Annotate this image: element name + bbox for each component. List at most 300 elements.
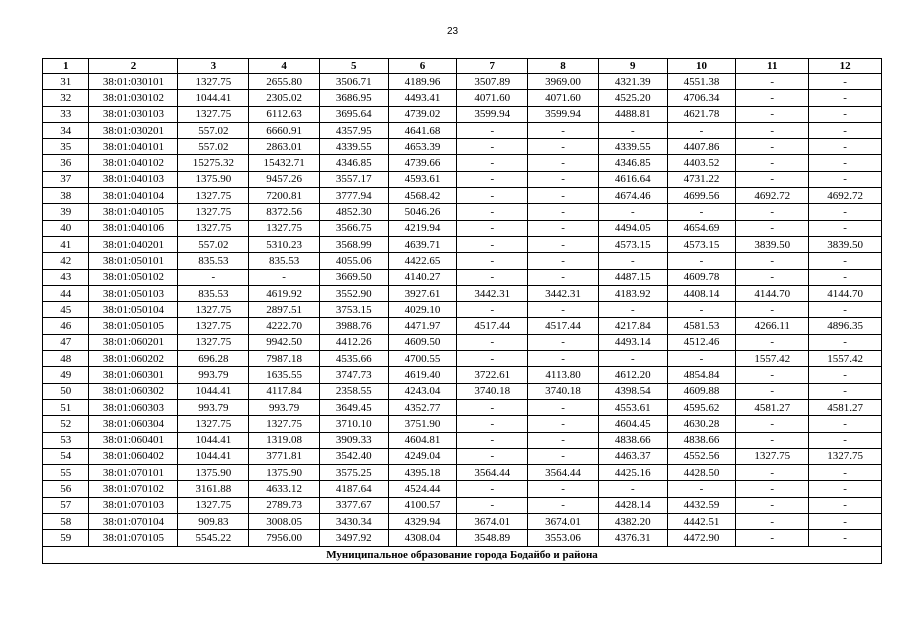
table-cell: -: [809, 383, 882, 399]
table-cell: -: [528, 171, 599, 187]
table-cell: 3564.44: [528, 465, 599, 481]
table-row: [43, 481, 882, 497]
table-cell: -: [528, 188, 599, 204]
table-cell: -: [736, 220, 809, 236]
table-cell: 1044.41: [178, 432, 249, 448]
table-cell: 4487.15: [598, 269, 667, 285]
table-cell: 4700.55: [388, 351, 457, 367]
table-row: [43, 90, 882, 106]
table-cell: -: [736, 155, 809, 171]
table-cell: 43: [43, 269, 89, 285]
table-cell: -: [809, 302, 882, 318]
table-cell: 4551.38: [667, 74, 736, 90]
table-row: [43, 155, 882, 171]
table-cell: -: [598, 253, 667, 269]
table-cell: 4187.64: [319, 481, 388, 497]
table-cell: -: [457, 302, 528, 318]
table-row: [43, 139, 882, 155]
table-row: [43, 318, 882, 334]
table-cell: 1319.08: [249, 432, 320, 448]
table-cell: 4346.85: [319, 155, 388, 171]
table-cell: -: [736, 74, 809, 90]
table-cell: 57: [43, 497, 89, 513]
table-cell: 6112.63: [249, 106, 320, 122]
table-cell: 38:01:070104: [89, 514, 178, 530]
table-row: [43, 383, 882, 399]
table-cell: 4512.46: [667, 334, 736, 350]
table-cell: 4535.66: [319, 351, 388, 367]
table-cell: -: [457, 399, 528, 415]
table-cell: 4609.88: [667, 383, 736, 399]
table-cell: -: [809, 465, 882, 481]
table-cell: -: [528, 155, 599, 171]
table-cell: 3008.05: [249, 514, 320, 530]
table-cell: 3548.89: [457, 530, 528, 546]
table-cell: -: [667, 481, 736, 497]
table-cell: 4217.84: [598, 318, 667, 334]
table-cell: 1375.90: [178, 465, 249, 481]
table-cell: 4517.44: [457, 318, 528, 334]
table-cell: 3927.61: [388, 285, 457, 301]
table-cell: -: [809, 432, 882, 448]
table-cell: 4243.04: [388, 383, 457, 399]
table-row: [43, 122, 882, 138]
table-cell: 7987.18: [249, 351, 320, 367]
table-cell: -: [457, 204, 528, 220]
table-cell: 4593.61: [388, 171, 457, 187]
table-cell: -: [809, 220, 882, 236]
table-cell: 4641.68: [388, 122, 457, 138]
column-header: 1: [43, 59, 89, 74]
table-cell: -: [809, 530, 882, 546]
table-cell: 4428.14: [598, 497, 667, 513]
table-cell: 3969.00: [528, 74, 599, 90]
table-cell: 2305.02: [249, 90, 320, 106]
table-cell: -: [528, 448, 599, 464]
table-cell: 4183.92: [598, 285, 667, 301]
table-cell: 4113.80: [528, 367, 599, 383]
table-cell: 36: [43, 155, 89, 171]
table-cell: 3747.73: [319, 367, 388, 383]
table-cell: -: [528, 236, 599, 252]
table-cell: -: [457, 139, 528, 155]
table-cell: 4731.22: [667, 171, 736, 187]
table-cell: 1327.75: [178, 188, 249, 204]
table-cell: 1044.41: [178, 448, 249, 464]
table-cell: 6660.91: [249, 122, 320, 138]
table-row: [43, 497, 882, 513]
table-cell: 32: [43, 90, 89, 106]
table-cell: 4525.20: [598, 90, 667, 106]
table-cell: 51: [43, 399, 89, 415]
table-cell: 4140.27: [388, 269, 457, 285]
table-cell: 9457.26: [249, 171, 320, 187]
table-cell: 4633.12: [249, 481, 320, 497]
table-cell: 45: [43, 302, 89, 318]
table-cell: 835.53: [249, 253, 320, 269]
table-cell: 4573.15: [667, 236, 736, 252]
table-cell: -: [528, 269, 599, 285]
table-cell: 4581.27: [736, 399, 809, 415]
table-row: [43, 334, 882, 350]
table-cell: 37: [43, 171, 89, 187]
table-cell: 4595.62: [667, 399, 736, 415]
table-cell: -: [736, 122, 809, 138]
table-cell: 4432.59: [667, 497, 736, 513]
table-cell: 4573.15: [598, 236, 667, 252]
table-cell: 4144.70: [809, 285, 882, 301]
table-cell: 4463.37: [598, 448, 667, 464]
table-cell: 3553.06: [528, 530, 599, 546]
table-cell: 54: [43, 448, 89, 464]
table-cell: 1327.75: [178, 204, 249, 220]
table-cell: -: [809, 497, 882, 513]
table-cell: -: [457, 171, 528, 187]
table-cell: -: [809, 122, 882, 138]
table-cell: -: [809, 367, 882, 383]
table-cell: 3988.76: [319, 318, 388, 334]
table-cell: -: [736, 530, 809, 546]
table-cell: 4352.77: [388, 399, 457, 415]
table-cell: 2655.80: [249, 74, 320, 90]
table-cell: 4674.46: [598, 188, 667, 204]
table-cell: 1375.90: [249, 465, 320, 481]
column-header: 9: [598, 59, 667, 74]
table-cell: 4854.84: [667, 367, 736, 383]
table-cell: 38:01:030201: [89, 122, 178, 138]
table-cell: 8372.56: [249, 204, 320, 220]
table-row: [43, 204, 882, 220]
table-cell: 4699.56: [667, 188, 736, 204]
table-cell: 38:01:030101: [89, 74, 178, 90]
table-cell: 4408.14: [667, 285, 736, 301]
table-cell: -: [667, 122, 736, 138]
table-cell: -: [598, 351, 667, 367]
table-row: [43, 351, 882, 367]
table-row: [43, 367, 882, 383]
table-cell: 909.83: [178, 514, 249, 530]
table-cell: 4517.44: [528, 318, 599, 334]
table-cell: 4428.50: [667, 465, 736, 481]
table-cell: -: [809, 416, 882, 432]
table-cell: 3649.45: [319, 399, 388, 415]
table-cell: 4604.45: [598, 416, 667, 432]
table-cell: 55: [43, 465, 89, 481]
table-cell: 4838.66: [598, 432, 667, 448]
table-cell: -: [249, 269, 320, 285]
table-cell: 557.02: [178, 139, 249, 155]
table-cell: -: [528, 302, 599, 318]
table-cell: 4838.66: [667, 432, 736, 448]
table-cell: 993.79: [178, 367, 249, 383]
table-cell: 4266.11: [736, 318, 809, 334]
table-cell: 41: [43, 236, 89, 252]
table-cell: 557.02: [178, 236, 249, 252]
table-row: [43, 285, 882, 301]
table-cell: 4100.57: [388, 497, 457, 513]
table-cell: -: [809, 106, 882, 122]
table-cell: 38:01:030102: [89, 90, 178, 106]
table-cell: 3161.88: [178, 481, 249, 497]
table-cell: 4055.06: [319, 253, 388, 269]
column-header: 12: [809, 59, 882, 74]
table-cell: -: [809, 334, 882, 350]
table-cell: -: [736, 90, 809, 106]
table-cell: -: [528, 139, 599, 155]
table-cell: 835.53: [178, 285, 249, 301]
table-row: [43, 448, 882, 464]
table-cell: -: [736, 171, 809, 187]
table-cell: -: [528, 416, 599, 432]
table-cell: 4654.69: [667, 220, 736, 236]
table-cell: -: [178, 269, 249, 285]
column-header: 10: [667, 59, 736, 74]
table-cell: 7200.81: [249, 188, 320, 204]
table-cell: 38:01:060301: [89, 367, 178, 383]
table-cell: -: [736, 481, 809, 497]
table-cell: 1044.41: [178, 90, 249, 106]
table-cell: 38:01:040106: [89, 220, 178, 236]
table-row: [43, 171, 882, 187]
table-cell: 4189.96: [388, 74, 457, 90]
table-cell: -: [528, 220, 599, 236]
table-cell: 4422.65: [388, 253, 457, 269]
table-cell: 4609.78: [667, 269, 736, 285]
table-cell: 1327.75: [178, 416, 249, 432]
table-row: [43, 220, 882, 236]
table-cell: 4071.60: [528, 90, 599, 106]
table-cell: 3710.10: [319, 416, 388, 432]
table-cell: 4029.10: [388, 302, 457, 318]
table-cell: 3377.67: [319, 497, 388, 513]
table-cell: 3771.81: [249, 448, 320, 464]
table-cell: 38:01:070103: [89, 497, 178, 513]
table-cell: -: [736, 416, 809, 432]
table-cell: 4739.02: [388, 106, 457, 122]
table-row: [43, 302, 882, 318]
column-header: 5: [319, 59, 388, 74]
page-number: 23: [446, 26, 459, 37]
table-cell: 39: [43, 204, 89, 220]
table-cell: -: [598, 204, 667, 220]
table-cell: 38:01:050104: [89, 302, 178, 318]
table-cell: 4488.81: [598, 106, 667, 122]
table-row: [43, 74, 882, 90]
table-cell: 3552.90: [319, 285, 388, 301]
table-body: [43, 74, 882, 564]
table-cell: 4403.52: [667, 155, 736, 171]
table-cell: -: [457, 155, 528, 171]
table-cell: 38:01:040201: [89, 236, 178, 252]
table-cell: 4852.30: [319, 204, 388, 220]
table-cell: 4308.04: [388, 530, 457, 546]
table-cell: 3740.18: [528, 383, 599, 399]
table-cell: 4346.85: [598, 155, 667, 171]
table-cell: 58: [43, 514, 89, 530]
table-cell: 38: [43, 188, 89, 204]
table-cell: 38:01:060302: [89, 383, 178, 399]
table-cell: 4739.66: [388, 155, 457, 171]
table-cell: 3839.50: [809, 236, 882, 252]
table-cell: -: [736, 106, 809, 122]
table-cell: -: [457, 220, 528, 236]
table-cell: 1375.90: [178, 171, 249, 187]
table-cell: 4376.31: [598, 530, 667, 546]
table-cell: 38:01:070105: [89, 530, 178, 546]
table-cell: 4581.53: [667, 318, 736, 334]
table-cell: 38:01:060402: [89, 448, 178, 464]
table-cell: -: [457, 448, 528, 464]
table-cell: 3722.61: [457, 367, 528, 383]
table-cell: 52: [43, 416, 89, 432]
table-cell: 557.02: [178, 122, 249, 138]
table-cell: -: [528, 253, 599, 269]
table-cell: 3557.17: [319, 171, 388, 187]
table-cell: -: [457, 497, 528, 513]
table-cell: 3507.89: [457, 74, 528, 90]
table-cell: 53: [43, 432, 89, 448]
table-cell: -: [667, 302, 736, 318]
table-row: [43, 236, 882, 252]
table-cell: 4639.71: [388, 236, 457, 252]
table-cell: 4524.44: [388, 481, 457, 497]
table-cell: 4616.64: [598, 171, 667, 187]
table-cell: 4630.28: [667, 416, 736, 432]
table-cell: -: [736, 432, 809, 448]
table-cell: -: [736, 269, 809, 285]
table-cell: 4329.94: [388, 514, 457, 530]
table-cell: -: [457, 432, 528, 448]
table-cell: 4407.86: [667, 139, 736, 155]
table-cell: -: [809, 204, 882, 220]
table-cell: 1327.75: [178, 334, 249, 350]
table-row: [43, 432, 882, 448]
table-cell: 1327.75: [178, 497, 249, 513]
table-cell: 4222.70: [249, 318, 320, 334]
table-cell: 4619.92: [249, 285, 320, 301]
table-cell: 38:01:060201: [89, 334, 178, 350]
table-cell: 1327.75: [178, 318, 249, 334]
table-cell: -: [736, 204, 809, 220]
table-row: [43, 530, 882, 546]
section-title: Муниципальное образование города Бодайбо и района: [43, 546, 882, 563]
table-cell: 4653.39: [388, 139, 457, 155]
table-cell: -: [598, 302, 667, 318]
column-header: 8: [528, 59, 599, 74]
table-cell: -: [528, 334, 599, 350]
table-cell: 4493.41: [388, 90, 457, 106]
table-cell: 4398.54: [598, 383, 667, 399]
table-cell: 3751.90: [388, 416, 457, 432]
table-row: [43, 253, 882, 269]
table-cell: 33: [43, 106, 89, 122]
table-row: [43, 399, 882, 415]
table-cell: 3566.75: [319, 220, 388, 236]
table-cell: 38:01:060202: [89, 351, 178, 367]
table-cell: 48: [43, 351, 89, 367]
table-cell: -: [736, 465, 809, 481]
table-cell: -: [598, 481, 667, 497]
table-cell: -: [598, 122, 667, 138]
table-cell: -: [809, 253, 882, 269]
table-cell: 4552.56: [667, 448, 736, 464]
table-cell: -: [528, 122, 599, 138]
table-cell: -: [457, 481, 528, 497]
table-cell: 3506.71: [319, 74, 388, 90]
table-cell: 1557.42: [809, 351, 882, 367]
table-cell: 4425.16: [598, 465, 667, 481]
table-cell: 4071.60: [457, 90, 528, 106]
table-cell: 3686.95: [319, 90, 388, 106]
table-cell: -: [457, 188, 528, 204]
data-table: [42, 58, 882, 564]
table-cell: -: [457, 269, 528, 285]
table-cell: 4144.70: [736, 285, 809, 301]
table-cell: 1327.75: [178, 220, 249, 236]
table-cell: 4692.72: [736, 188, 809, 204]
table-cell: 56: [43, 481, 89, 497]
table-cell: 4553.61: [598, 399, 667, 415]
table-cell: -: [736, 383, 809, 399]
table-cell: -: [736, 367, 809, 383]
table-cell: 3753.15: [319, 302, 388, 318]
table-cell: 4494.05: [598, 220, 667, 236]
table-cell: 3497.92: [319, 530, 388, 546]
table-cell: 7956.00: [249, 530, 320, 546]
table-cell: 835.53: [178, 253, 249, 269]
table-cell: -: [528, 497, 599, 513]
table-cell: 1044.41: [178, 383, 249, 399]
table-cell: 1327.75: [249, 220, 320, 236]
table-cell: -: [528, 399, 599, 415]
table-cell: -: [736, 514, 809, 530]
section-title-row: [43, 546, 882, 563]
table-cell: 50: [43, 383, 89, 399]
table-cell: 2897.51: [249, 302, 320, 318]
table-row: [43, 465, 882, 481]
table-cell: 38:01:050103: [89, 285, 178, 301]
table-cell: -: [457, 334, 528, 350]
table-cell: 3777.94: [319, 188, 388, 204]
table-cell: 46: [43, 318, 89, 334]
table-cell: 5310.23: [249, 236, 320, 252]
table-cell: 4568.42: [388, 188, 457, 204]
table-cell: 15275.32: [178, 155, 249, 171]
table-cell: -: [809, 155, 882, 171]
table-cell: 3442.31: [528, 285, 599, 301]
table-cell: -: [457, 122, 528, 138]
column-header: 7: [457, 59, 528, 74]
table-cell: 993.79: [178, 399, 249, 415]
table-cell: -: [457, 351, 528, 367]
table-cell: 4604.81: [388, 432, 457, 448]
table-cell: 993.79: [249, 399, 320, 415]
table-cell: -: [457, 253, 528, 269]
table-cell: 38:01:050105: [89, 318, 178, 334]
table-cell: 1327.75: [809, 448, 882, 464]
table-cell: -: [528, 481, 599, 497]
table-cell: 3430.34: [319, 514, 388, 530]
table-cell: 1557.42: [736, 351, 809, 367]
table-cell: -: [809, 139, 882, 155]
table-cell: -: [528, 204, 599, 220]
table-cell: 4471.97: [388, 318, 457, 334]
table-cell: 1635.55: [249, 367, 320, 383]
table-cell: 38:01:060304: [89, 416, 178, 432]
table-cell: 4339.55: [319, 139, 388, 155]
table-cell: 4581.27: [809, 399, 882, 415]
table-cell: -: [667, 253, 736, 269]
